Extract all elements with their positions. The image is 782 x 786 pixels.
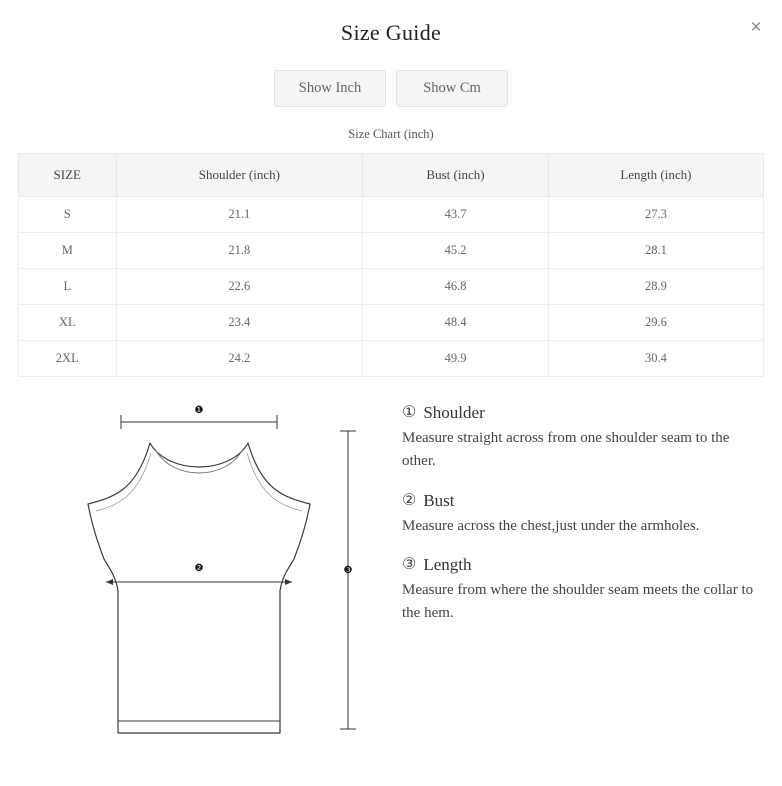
cell-size: M: [19, 233, 117, 269]
measurement-title: Shoulder: [423, 403, 485, 422]
table-row: [19, 233, 764, 269]
cell-length: 28.1: [548, 233, 763, 269]
cell-size: S: [19, 197, 117, 233]
cell-length: 29.6: [548, 305, 763, 341]
measurement-heading-shoulder: [402, 403, 764, 423]
size-chart-caption: Size Chart (inch): [348, 127, 434, 141]
cell-length: 28.9: [548, 269, 763, 305]
show-cm-button[interactable]: Show Cm: [396, 70, 508, 107]
cell-shoulder: 24.2: [116, 341, 363, 377]
show-inch-button[interactable]: Show Inch: [274, 70, 386, 107]
measurement-instructions: [396, 391, 764, 741]
cell-length: 30.4: [548, 341, 763, 377]
measurement-heading-length: [402, 555, 764, 575]
measurement-title: Bust: [423, 490, 455, 510]
measurement-text-bust: Measure across the chest,just under the armholes.: [402, 517, 700, 534]
cell-bust: 46.8: [363, 269, 549, 305]
svg-text:❸: ❸: [343, 565, 353, 576]
column-header-shoulder: Shoulder (inch): [116, 154, 363, 197]
table-row: [19, 305, 764, 341]
cell-shoulder: 23.4: [116, 305, 363, 341]
number-one-icon: ①: [402, 404, 417, 421]
column-header-length: Length (inch): [548, 154, 763, 197]
tank-top-illustration: [18, 391, 396, 741]
measurement-title: Length: [423, 555, 472, 575]
column-header-size: SIZE: [19, 154, 117, 197]
table-row: [19, 269, 764, 305]
cell-shoulder: 21.8: [116, 233, 363, 269]
svg-text:❷: ❷: [194, 563, 204, 574]
cell-length: 27.3: [548, 197, 763, 233]
measurement-text-shoulder: Measure straight across from one shoulder seam to the other.: [402, 430, 730, 469]
close-icon[interactable]: ×: [750, 17, 762, 38]
cell-bust: 49.9: [363, 341, 549, 377]
cell-size: 2XL: [19, 341, 117, 377]
table-header-row: [19, 154, 764, 197]
size-chart-table: [18, 153, 764, 377]
measurement-text-length: Measure from where the shoulder seam meets the collar to the hem.: [402, 582, 754, 622]
measurement-section: [0, 391, 782, 741]
cell-shoulder: 22.6: [116, 269, 363, 305]
column-header-bust: Bust (inch): [363, 154, 549, 197]
svg-text:❶: ❶: [194, 405, 204, 416]
cell-bust: 43.7: [363, 197, 549, 233]
number-three-icon: ③: [402, 556, 417, 574]
cell-size: L: [19, 269, 117, 305]
measurement-heading-bust: [402, 491, 764, 511]
cell-bust: 45.2: [363, 233, 549, 269]
page-title: Size Guide: [340, 20, 442, 45]
number-two-icon: ②: [402, 491, 417, 509]
garment-diagram: [18, 391, 396, 741]
table-row: [19, 197, 764, 233]
table-row: [19, 341, 764, 377]
cell-shoulder: 21.1: [116, 197, 363, 233]
unit-toggle-group: [0, 70, 782, 107]
cell-bust: 48.4: [363, 305, 549, 341]
cell-size: XL: [19, 305, 117, 341]
